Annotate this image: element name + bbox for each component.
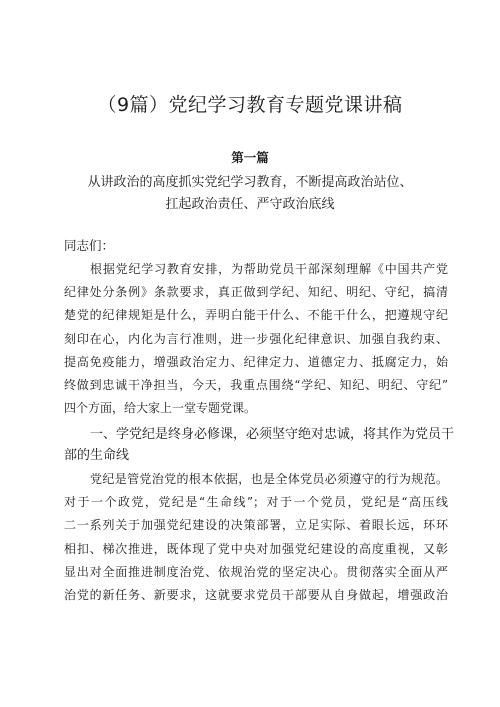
section-subtitle-line-2: 扛起政治责任、严守政治底线 bbox=[165, 197, 335, 212]
section-subtitle-line-1: 从讲政治的高度抓实党纪学习教育，不断提高政治站位、 bbox=[87, 175, 413, 190]
paragraph-line: 二一系列关于加强党纪建设的决策部署，立足实际、着眼长远，环环 bbox=[64, 518, 448, 533]
paragraph-2 bbox=[64, 468, 448, 607]
paragraph-line: 终做到忠诚干净担当，今天，我重点围绕“学纪、知纪、明纪、守纪” bbox=[64, 378, 448, 393]
document-title: （9篇）党纪学习教育专题党课讲稿 bbox=[97, 94, 403, 116]
paragraph-line: 纪律处分条例》条款要求，真正做到学纪、知纪、明纪、守纪，搞清 bbox=[64, 285, 448, 300]
paragraph-line: 党纪是管党治党的根本依据，也是全体党员必须遵守的行为规范。 bbox=[90, 472, 448, 486]
greeting: 同志们： bbox=[64, 238, 115, 253]
section-number: 第一篇 bbox=[231, 150, 269, 165]
paragraph-1 bbox=[64, 258, 448, 420]
paragraph-line: 四个方面，给大家上一堂专题党课。 bbox=[64, 401, 257, 416]
paragraph-line: 对于一个政党，党纪是“生命线”；对于一个党员，党纪是“高压线 bbox=[64, 495, 448, 510]
paragraph-line: 相扣、梯次推进，既体现了党中央对加强党纪建设的高度重视，又彰 bbox=[64, 541, 448, 556]
heading-line: 部的生命线 bbox=[64, 448, 130, 463]
section-heading-1 bbox=[64, 424, 454, 466]
paragraph-line: 提高免疫能力，增强政治定力、纪律定力、道德定力、抵腐定力，始 bbox=[64, 354, 448, 369]
paragraph-line: 楚党的纪律规矩是什么，弄明白能干什么、不能干什么，把遵规守纪 bbox=[64, 308, 448, 323]
paragraph-line: 根据党纪学习教育安排，为帮助党员干部深刻理解《中国共产党 bbox=[90, 262, 448, 276]
paragraph-line: 刻印在心，内化为言行准则，进一步强化纪律意识、加强自我约束、 bbox=[64, 331, 448, 346]
paragraph-line: 治党的新任务、新要求，这就要求党员干部要从自身做起，增强政治 bbox=[64, 588, 448, 603]
paragraph-line: 显出对全面推进制度治党、依规治党的坚定决心。贯彻落实全面从严 bbox=[64, 564, 448, 579]
heading-line: 一、学党纪是终身必修课，必须坚守绝对忠诚，将其作为党员干 bbox=[90, 427, 455, 442]
